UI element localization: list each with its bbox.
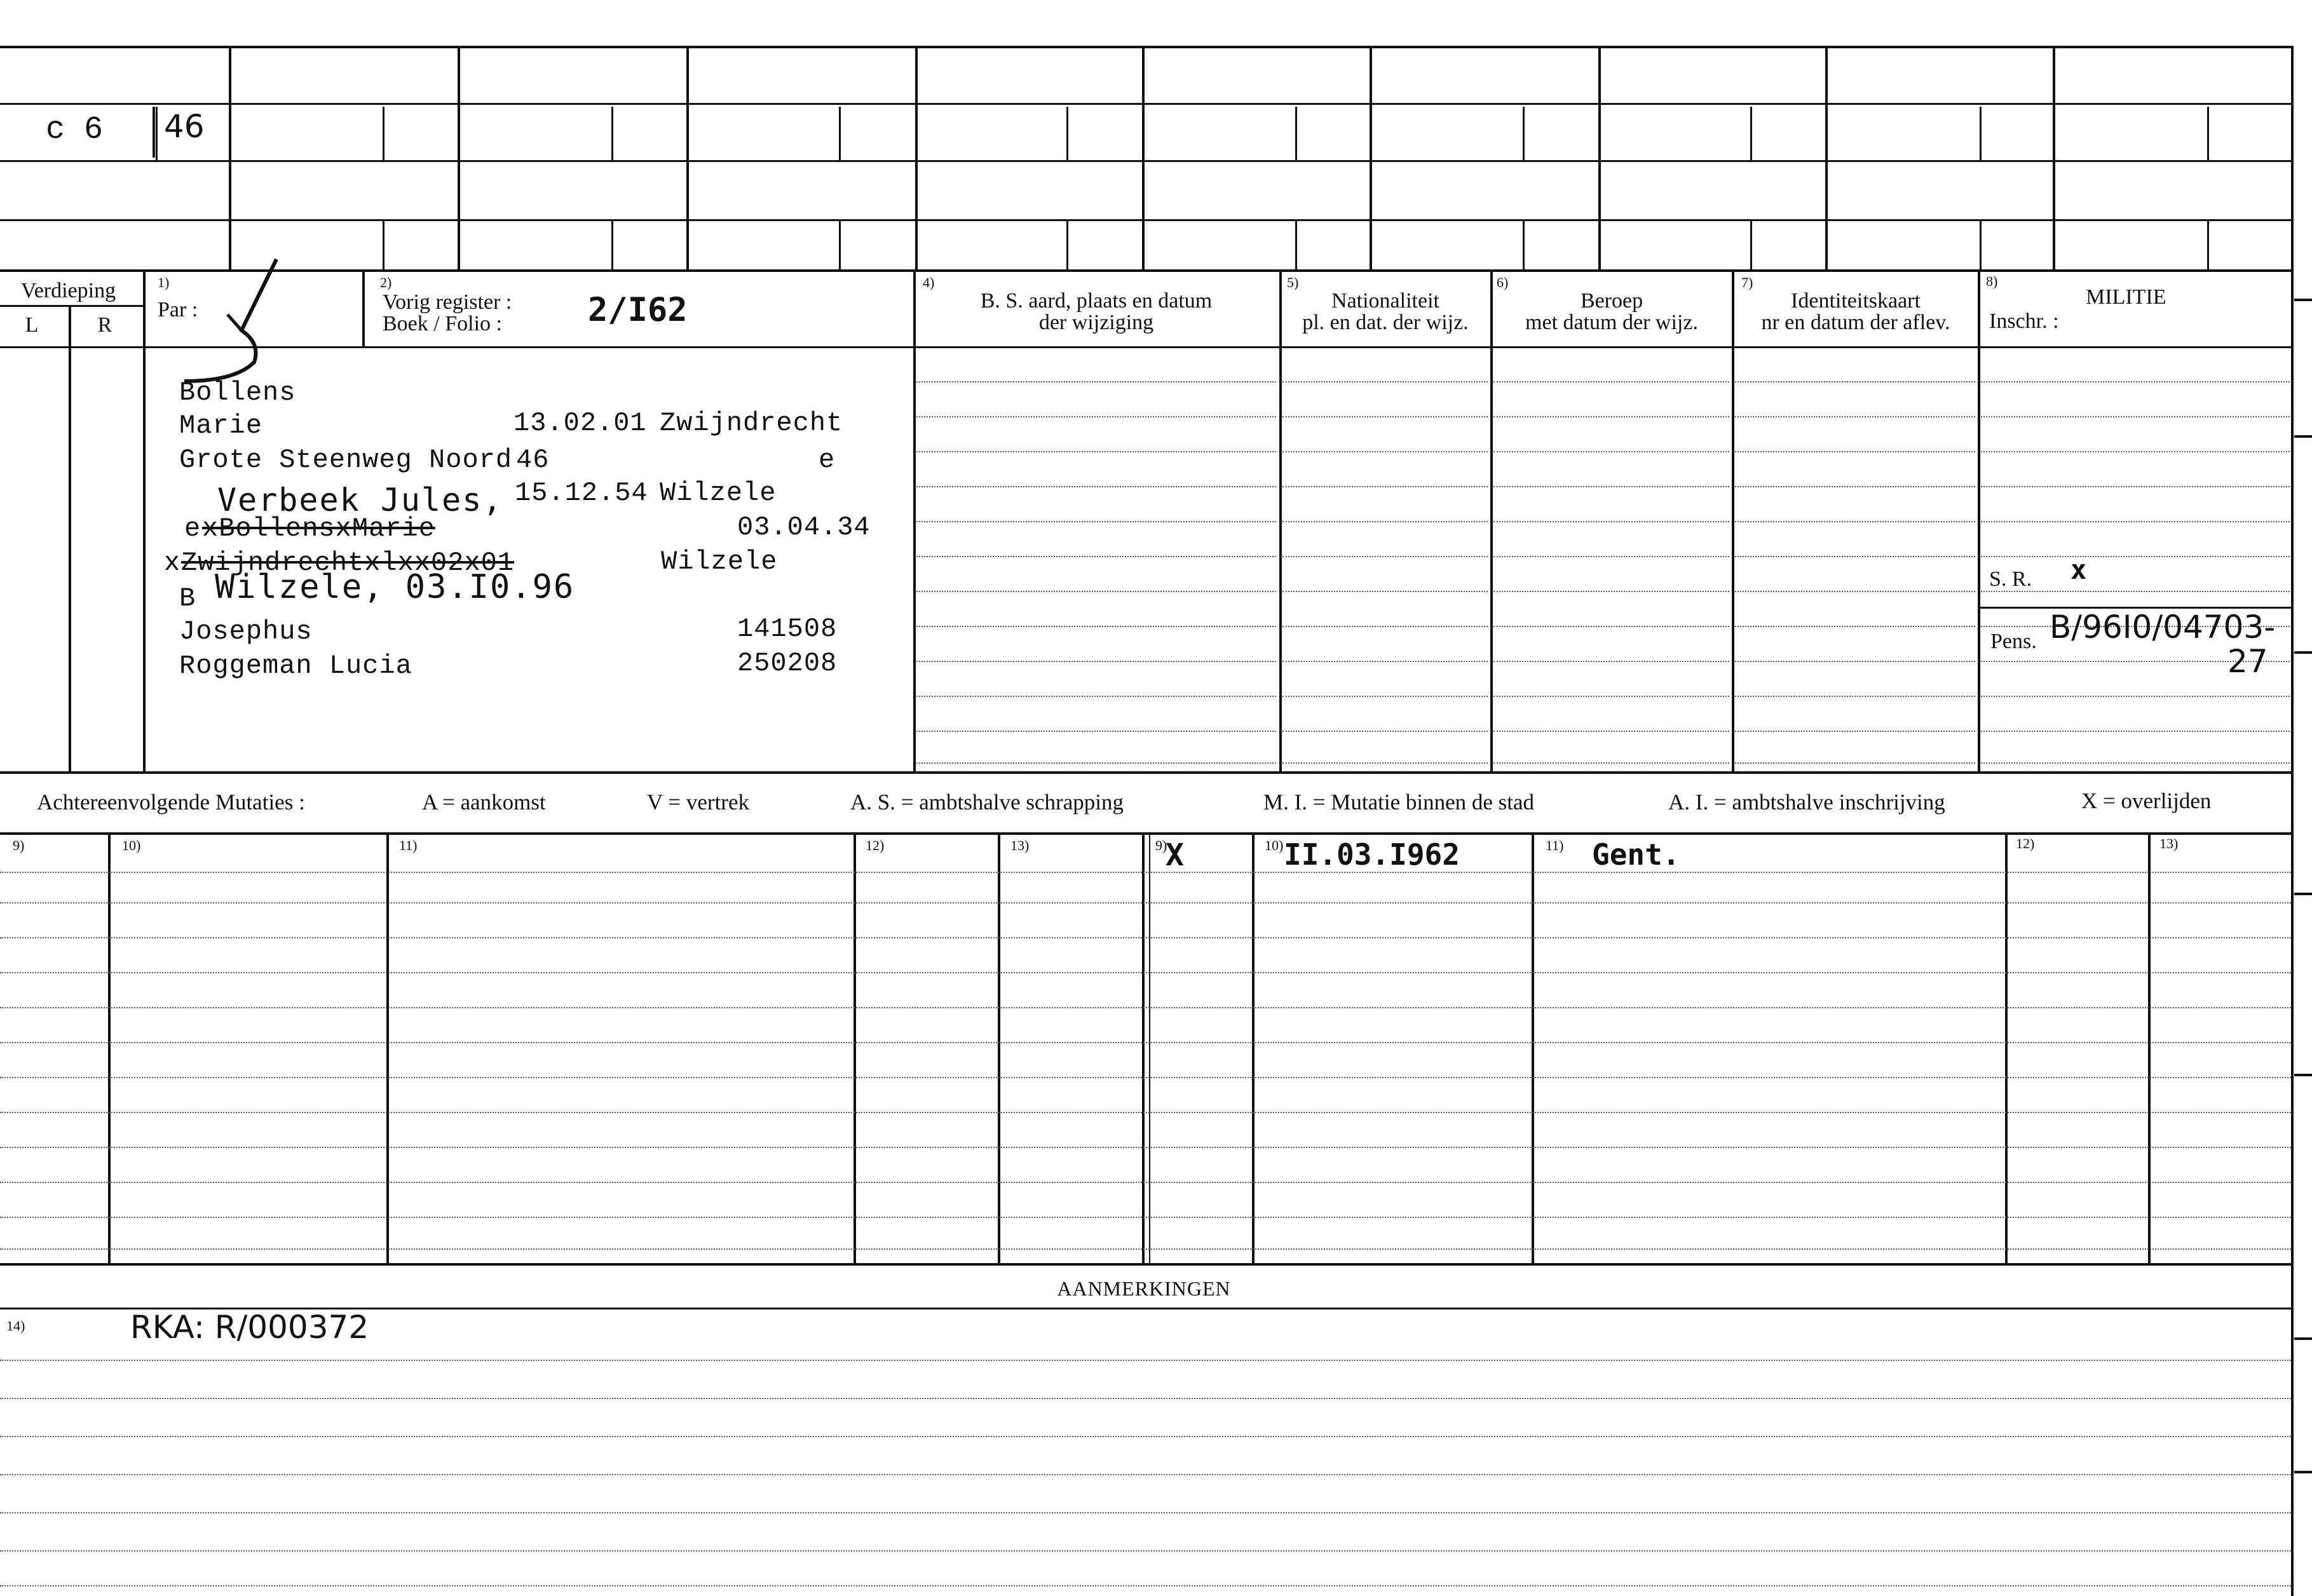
grid-line [0, 103, 2291, 105]
inschr-label: Inschr. : [1989, 309, 2059, 333]
boek-folio-label: Boek / Folio : [383, 312, 502, 335]
grid-tick [1523, 107, 1525, 160]
grid-tick [383, 219, 384, 269]
col-divider [362, 269, 365, 346]
father-number: 141508 [737, 614, 838, 644]
nat-num: 5) [1287, 274, 1299, 290]
col13-num: 13) [1010, 837, 1030, 853]
col13b-num: 13) [2159, 835, 2179, 851]
legend-official-registration: A. I. = ambtshalve inschrijving [1668, 790, 1945, 815]
mutation-date: II.03.I962 [1284, 837, 1460, 872]
bs-label-1: B. S. aard, plaats en datum [980, 289, 1213, 313]
col-divider [1279, 269, 1282, 771]
col9b-num: 9) [1155, 837, 1167, 853]
mut-col [2148, 832, 2151, 1263]
mut-col [998, 832, 1000, 1263]
birth-date: 13.02.01 [513, 408, 647, 438]
grid-line [0, 160, 2291, 162]
grid-col [458, 46, 460, 269]
remarks-num: 14) [6, 1318, 25, 1334]
mut-col [1532, 832, 1534, 1263]
b-prefix: B [179, 583, 196, 614]
par-num: 1) [158, 274, 170, 290]
surname: Bollens [179, 377, 296, 408]
spouse-name: Verbeek Jules, [217, 482, 503, 518]
spouse-birth-date: 15.12.54 [515, 478, 648, 508]
nat-label-2: pl. en dat. der wijz. [1302, 311, 1469, 334]
edge-tick [2294, 435, 2312, 438]
ber-num: 6) [1497, 274, 1509, 290]
mutations-top [0, 832, 2291, 835]
col9-num: 9) [13, 837, 25, 853]
mutations-title: Achtereenvolgende Mutaties : [37, 790, 305, 815]
col-divider [1978, 269, 1980, 771]
pens-label: Pens. [1990, 630, 2037, 653]
pens-suffix: 27 [2227, 643, 2268, 680]
bs-num: 4) [923, 274, 935, 290]
sr-label: S. R. [1989, 567, 2032, 591]
mother-name: Roggeman Lucia [179, 651, 412, 681]
father-name: Josephus [179, 616, 313, 647]
x-prefix: x [164, 548, 181, 578]
card-number: 46 [164, 108, 205, 145]
mutation-type: X [1166, 837, 1184, 873]
ex-prefix: e [184, 513, 201, 544]
grid-col [1598, 46, 1601, 269]
militie-label: MILITIE [2086, 285, 2166, 309]
edge-tick [2294, 651, 2312, 654]
e-mark: e [819, 445, 836, 475]
mother-number: 250208 [737, 648, 838, 679]
grid-tick [1295, 219, 1297, 269]
col-divider [1490, 269, 1493, 771]
remarks-text: RKA: R/000372 [130, 1309, 369, 1346]
legend-internal-move: M. I. = Mutatie binnen de stad [1263, 790, 1535, 815]
sr-value: x [2071, 554, 2087, 585]
grid-tick [1523, 219, 1525, 269]
edge-tick [2294, 1337, 2312, 1340]
par-signature [165, 254, 292, 394]
grid-col [915, 46, 918, 269]
legend-death: X = overlijden [2081, 788, 2212, 813]
mut-col [1252, 832, 1255, 1263]
grid-tick [1066, 107, 1068, 160]
mut-col [853, 832, 856, 1263]
mut-col [386, 832, 389, 1263]
mut-col [1142, 832, 1145, 1263]
grid-tick [1750, 107, 1752, 160]
r-label: R [97, 313, 112, 337]
lr-divider [69, 305, 71, 771]
grid-tick [383, 107, 384, 160]
par-label: Par : [158, 298, 198, 321]
vorig-register-value: 2/I62 [588, 291, 688, 329]
legend-arrival: A = aankomst [422, 790, 546, 815]
date-secondary: 03.04.34 [737, 512, 871, 543]
col-divider [143, 269, 146, 771]
grid-tick [839, 219, 841, 269]
edge-tick [2294, 893, 2312, 895]
edge-tick [2294, 299, 2312, 301]
grid-tick [2207, 107, 2209, 160]
grid-tick [156, 107, 158, 160]
mutations-bottom [0, 1263, 2291, 1266]
mil-num: 8) [1986, 273, 1998, 289]
struck-name: xBollensxMarie [202, 513, 435, 544]
col11-num: 11) [399, 837, 418, 853]
col12b-num: 12) [2016, 835, 2035, 851]
card-code: c 6 [46, 112, 104, 148]
col10-num: 10) [122, 837, 141, 853]
id-num: 7) [1741, 274, 1753, 290]
remarks-title: AANMERKINGEN [1057, 1277, 1231, 1300]
mutation-place: Gent. [1592, 837, 1680, 872]
grid-tick [1980, 107, 1982, 160]
grid-tick [1980, 219, 1982, 269]
grid-col [1142, 46, 1145, 269]
grid-tick [611, 219, 613, 269]
edge-tick [2294, 1074, 2312, 1076]
grid-line [0, 269, 2291, 272]
mut-col [1149, 832, 1150, 1263]
right-border [2291, 46, 2294, 1596]
col12-num: 12) [866, 837, 885, 853]
grid-col [1825, 46, 1828, 269]
grid-col [686, 46, 689, 269]
grid-col [229, 46, 231, 269]
top-border [0, 46, 2291, 48]
street: Grote Steenweg Noord [179, 445, 513, 475]
legend-official-removal: A. S. = ambtshalve schrapping [850, 790, 1124, 815]
grid-tick [839, 107, 841, 160]
grid-tick [1295, 107, 1297, 160]
place-secondary: Wilzele [661, 546, 778, 577]
grid-col [2053, 46, 2055, 269]
struck-place: Zwijndrechtxlxx02x01 [181, 548, 515, 578]
col10b-num: 10) [1265, 837, 1284, 853]
grid-tick [2207, 219, 2209, 269]
grid-tick [1066, 219, 1068, 269]
code-divider [153, 107, 155, 158]
mut-col [2005, 832, 2008, 1263]
vorig-num: 2) [380, 274, 392, 290]
birth-place: Zwijndrecht [660, 408, 843, 438]
pens-value: B/96I0/04703- [2050, 609, 2276, 646]
header-bottom [0, 346, 2291, 348]
spouse-birth-place: Wilzele [660, 478, 777, 508]
first-name: Marie [179, 410, 263, 441]
col11b-num: 11) [1546, 837, 1564, 853]
id-label-1: Identiteitskaart [1791, 289, 1921, 313]
l-label: L [25, 313, 39, 337]
id-label-2: nr en datum der aflev. [1761, 311, 1950, 334]
verdieping-label: Verdieping [20, 279, 116, 302]
ber-label-2: met datum der wijz. [1525, 311, 1698, 334]
col-divider [1732, 269, 1734, 771]
edge-tick [2294, 1471, 2312, 1473]
col-divider [913, 269, 916, 771]
bs-label-2: der wijziging [1038, 311, 1154, 334]
ber-label-1: Beroep [1580, 289, 1643, 313]
grid-tick [1750, 219, 1752, 269]
residence: Wilzele, 03.I0.96 [215, 568, 575, 606]
vorig-register-label: Vorig register : [383, 290, 512, 314]
mut-col [108, 832, 111, 1263]
grid-col [1370, 46, 1372, 269]
grid-line [0, 219, 2291, 221]
nat-label-1: Nationaliteit [1331, 289, 1439, 313]
data-bottom [0, 771, 2291, 774]
verdieping-rule [0, 305, 143, 307]
legend-departure: V = vertrek [647, 790, 749, 815]
house-number: 46 [516, 445, 550, 475]
grid-tick [611, 107, 613, 160]
